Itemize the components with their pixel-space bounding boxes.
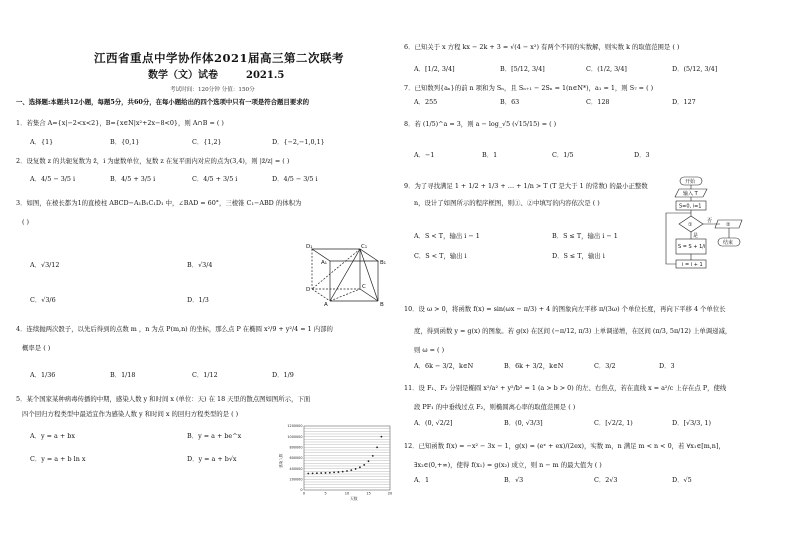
q4-stem-end: 概率是 ( ) xyxy=(22,344,51,352)
scatter-y-tick: 600000 xyxy=(289,456,303,461)
q10-option-b: B．6k + 3/2，k∈N xyxy=(504,362,564,370)
q1-option-d: D．{−2,−1,0,1} xyxy=(272,138,325,146)
scatter-point xyxy=(338,471,340,473)
q10-stem-end: 则 ω = ( ) xyxy=(414,346,445,354)
exam-subtitle: 数学（文）试卷 xyxy=(148,70,218,81)
q12-stem-end: ∃x₂∈(0,+∞)，使得 f(x₁) = g(x₂) 成立，则 n − m 的最大值为 ( ) xyxy=(414,461,602,469)
scatter-point xyxy=(325,472,327,474)
label-d1: D₁ xyxy=(306,244,313,250)
scatter-point xyxy=(350,469,352,471)
scatter-y-tick: 400000 xyxy=(289,466,303,471)
scatter-x-tick: 5 xyxy=(324,491,327,496)
scatter-point xyxy=(307,473,309,475)
scatter-point xyxy=(320,472,322,474)
q4-option-a: A．1/36 xyxy=(30,371,56,379)
label-a1: A₁ xyxy=(321,260,327,266)
scatter-point xyxy=(376,446,378,448)
flow-c1-text: ① xyxy=(688,222,693,228)
q2-option-c: C．4/5 + 3/5 i xyxy=(192,175,238,183)
q9-option-a: A．S < T，输出 i − 1 xyxy=(414,232,480,240)
q9-stem: 9．为了寻找满足 1 + 1/2 + 1/3 + … + 1/n > T (T 是大于 1 的常数) 的最小正整数 xyxy=(404,182,648,190)
q12-option-b: B．√3 xyxy=(504,476,524,484)
q8-option-d: D．3 xyxy=(634,151,650,159)
flow-start-text: 开始 xyxy=(685,179,696,185)
q10-option-a: A．6k − 3/2，k∈N xyxy=(414,362,474,370)
q5-option-d: D．y = a + b√x xyxy=(187,455,237,463)
q11-option-b: B．(0, √3/3] xyxy=(504,419,543,427)
scatter-x-tick: 20 xyxy=(387,491,393,496)
scatter-point xyxy=(346,470,348,472)
q3-stem: 3．如图，在棱长都为1的直棱柱 ABCD−A₁B₁C₁D₁ 中，∠BAD = 60°，三棱锥 C₁−ABD 的体积为 xyxy=(16,199,302,207)
q8-option-b: B．1 xyxy=(482,151,498,159)
q7-option-d: D．127 xyxy=(672,98,696,106)
q11-stem: 11．设 F₁、F₂ 分别是椭圆 x²/a² + y²/b² = 1 (a > b > 0) 的左、右焦点，若在直线 x = a²/c 上存在点 P，使线 xyxy=(404,384,727,392)
q6-stem: 6．已知关于 x 方程 kx − 2k + 3 = √(4 − x²) 有两个不同的实数解，则实数 k 的取值范围是 ( ) xyxy=(404,43,680,51)
prism-diagonal xyxy=(330,289,360,301)
q3-option-c: C．√3/6 xyxy=(30,296,56,304)
q4-option-d: D．1/9 xyxy=(272,371,294,379)
scatter-point xyxy=(312,472,314,474)
flow-yes-text: 是 xyxy=(693,233,699,239)
flowchart xyxy=(660,176,770,294)
q5-stem: 5．某个国家某种病毒传播的中期，感染人数 y 和时间 x (单位：天) 在 18 天里的散点图如图所示，下面 xyxy=(16,395,311,403)
q3-option-d: D．1/3 xyxy=(187,296,209,304)
q7-option-c: C．128 xyxy=(586,98,610,106)
q12-stem: 12．已知函数 f(x) = −x² − 3x − 1，g(x) = (eˣ + ex)/(2ex)，实数 m，n 满足 m < n < 0，若 ∀x₁∈[m,n]， xyxy=(404,442,725,450)
q10-option-c: C．3/2 xyxy=(594,362,616,370)
q7-stem: 7．已知数列{aₙ}的前 n 项和为 Sₙ，且 Sₙ₊₁ − 2Sₙ = 1(n∈N*)，a₁ = 1，则 S₇ = ( ) xyxy=(404,84,654,92)
q6-option-c: C．(1/2, 3/4] xyxy=(586,65,627,73)
q4-option-b: B．1/18 xyxy=(110,371,136,379)
scatter-y-tick: 800000 xyxy=(289,445,303,450)
scatter-point xyxy=(372,455,374,457)
prism-diagonal xyxy=(360,249,378,301)
q10-stem: 10．设 ω > 0，将函数 f(x) = sin(ωx − π/3) + 4 的图象向左平移 π/(3ω) 个单位长度，再向下平移 4 个单位长 xyxy=(404,305,726,313)
scatter-point xyxy=(359,466,361,468)
scatter-point xyxy=(333,472,335,474)
q1-option-a: A．{1} xyxy=(30,138,54,146)
exam-title: 江西省重点中学协作体2021届高三第二次联考 xyxy=(94,51,345,65)
label-c1: C₁ xyxy=(361,244,368,250)
scatter-y-tick: 1200000 xyxy=(287,424,303,429)
scatter-point xyxy=(381,436,383,438)
scatter-x-tick: 10 xyxy=(344,491,350,496)
prism-diagonal xyxy=(330,249,360,301)
q3-option-b: B．√3/4 xyxy=(187,261,213,269)
scatter-point xyxy=(316,472,318,474)
scatter-x-ticks xyxy=(303,492,393,496)
q8-option-c: C．1/5 xyxy=(552,151,574,159)
label-b1: B₁ xyxy=(380,260,386,266)
scatter-x-tick: 15 xyxy=(366,491,371,496)
prism-hidden-edge xyxy=(312,289,330,301)
prism-edge xyxy=(360,289,378,301)
q5-option-c: C．y = a + b ln x xyxy=(30,455,86,463)
q2-stem: 2．设复数 z 的共轭复数为 z̄，i 为虚数单位，复数 z 在复平面内对应的点为(3,4)，则 |z̄/z| = ( ) xyxy=(16,157,290,165)
scatter-point xyxy=(329,472,331,474)
q2-option-a: A．4/5 − 3/5 i xyxy=(30,175,76,183)
flow-input-text: 输入 T xyxy=(683,191,698,197)
q1-option-b: B．{0,1} xyxy=(110,138,140,146)
scatter-point xyxy=(368,460,370,462)
q12-option-c: C．2√3 xyxy=(594,476,618,484)
label-d: D xyxy=(306,287,311,293)
scatter-y-ticks xyxy=(287,424,302,492)
q10-stem-line2: 度，得到函数 y = g(x) 的图象。若 g(x) 在区间 (−π/12, π/3) 上单调递增，在区间 (π/3, 5π/12) 上单调递减， xyxy=(414,327,732,335)
q9-option-d: D．S ≤ T，输出 i xyxy=(552,252,605,260)
label-a: A xyxy=(324,302,328,307)
q1-option-c: C．{1,2} xyxy=(192,138,222,146)
q6-option-b: B．[5/12, 3/4] xyxy=(500,65,545,73)
scatter-y-tick: 200000 xyxy=(289,477,303,482)
exam-date: 2021.5 xyxy=(246,70,285,81)
scatter-y-tick: 0 xyxy=(300,488,303,493)
label-c: C xyxy=(362,284,366,290)
q6-option-a: A．[1/2, 3/4] xyxy=(414,65,455,73)
q5-option-b: B．y = a + be^x xyxy=(187,432,242,440)
q2-option-d: D．4/5 − 3/5 i xyxy=(272,175,318,183)
q9-option-c: C．S < T，输出 i xyxy=(414,252,467,260)
prism-diagonal xyxy=(312,249,360,289)
q2-option-b: B．4/5 + 3/5 i xyxy=(110,175,156,183)
flow-incr-text: i = i + 1 xyxy=(682,262,703,268)
flow-loop-line xyxy=(666,213,691,264)
q5-stem-end: 四个回归方程类型中最适宜作为感染人数 y 和时间 x 的回归方程类型的是 ( ) xyxy=(22,410,239,418)
q7-option-b: B．63 xyxy=(500,98,520,106)
scatter-grid xyxy=(304,426,390,490)
scatter-point xyxy=(355,468,357,470)
scatter-x-label: 天数 xyxy=(350,496,358,501)
q11-option-a: A．(0, √2/2] xyxy=(414,419,453,427)
q5-option-a: A．y = a + bx xyxy=(30,432,75,440)
scatter-point xyxy=(342,471,344,473)
q12-option-a: A．1 xyxy=(414,476,430,484)
section-heading: 一、选择题:本题共12小题，每题5分，共60分，在每小题给出的四个选项中只有一项是符合题目要求的 xyxy=(16,98,309,106)
q9-stem-end: n，设计了如图所示的程序框图，则①、②中填写的内容依次是 ( ) xyxy=(414,199,600,207)
q1-stem: 1．若集合 A={x|−2<x<2}，B={x∈N|x²+2x−8<0}，则 A∩B = ( ) xyxy=(16,119,224,127)
q8-stem: 8．若 (1/5)^a = 3，则 a − log_√5 (√15/15) = ( ) xyxy=(404,120,557,128)
scatter-plot xyxy=(278,422,394,502)
q3-option-a: A．√3/12 xyxy=(30,261,60,269)
scatter-y-tick: 1000000 xyxy=(287,434,303,439)
q9-option-b: B．S ≤ T，输出 i − 1 xyxy=(552,232,618,240)
q11-option-c: C．[√2/2, 1) xyxy=(594,419,633,427)
scatter-x-tick: 0 xyxy=(302,491,306,496)
exam-time-info: 考试时间：120分钟 分值：150分 xyxy=(170,87,255,93)
scatter-point xyxy=(363,464,365,466)
q12-option-d: D．√5 xyxy=(672,476,692,484)
prism-figure xyxy=(294,243,390,307)
q7-option-a: A．255 xyxy=(414,98,438,106)
scatter-y-label: 感染人数 xyxy=(279,453,283,468)
q3-stem-end: ( ) xyxy=(22,218,30,226)
q10-option-d: D．3 xyxy=(659,362,675,370)
q11-stem-end: 段 PF₁ 的中垂线过点 F₂，则椭圆离心率的取值范围是 ( ) xyxy=(414,403,576,411)
q4-stem: 4．连续抛两次骰子，以先后得到的点数 m ，n 为点 P(m,n) 的坐标，那么点 P 在椭圆 x²/9 + y²/4 = 1 内部的 xyxy=(16,325,333,333)
q11-option-d: D．[√3/3, 1) xyxy=(672,419,711,427)
flow-init-text: S=0, i=1 xyxy=(679,203,702,210)
flow-no-text: 否 xyxy=(707,218,713,224)
flow-c2-text: ② xyxy=(726,222,731,228)
flow-end-text: 结束 xyxy=(723,240,734,246)
q6-option-d: D．(5/12, 3/4] xyxy=(672,65,718,73)
q8-option-a: A．−1 xyxy=(414,151,435,159)
flow-assign-text: S = S + 1/i xyxy=(678,244,706,250)
label-b: B xyxy=(380,302,384,307)
q4-option-c: C．1/12 xyxy=(192,371,218,379)
